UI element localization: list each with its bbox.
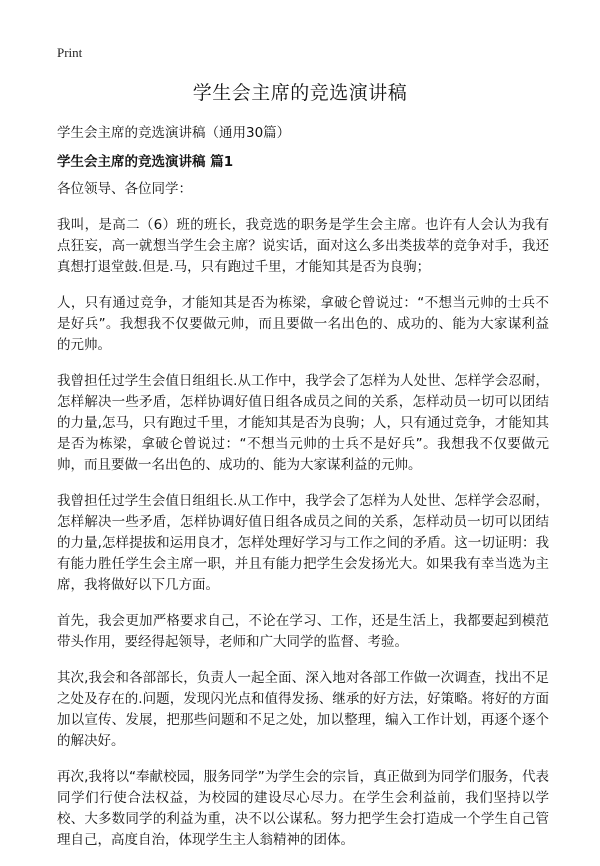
article-body [57, 179, 549, 866]
body-paragraph: 我叫，是高二（6）班的班长，我竞选的职务是学生会主席。也许有人会认为我有点狂妄，高一就想当学生会主席？说实话，面对这么多出类拔萃的竞争对手，我还真想打退堂鼓.但是.马，只有跑过千里，才能知其是否为良驹； [57, 217, 549, 275]
document-subtitle: 学生会主席的竞选演讲稿（通用30篇） [57, 125, 291, 141]
greeting-paragraph: 各位领导、各位同学： [57, 181, 192, 197]
print-link[interactable]: Print [57, 45, 83, 60]
body-paragraph: 首先，我会更加严格要求自己，不论在学习、工作，还是生活上，我都要起到模范带头作用，要经得起领导，老师和广大同学的监督、考验。 [57, 613, 549, 650]
body-paragraph: 再次,我将以“奉献校园，服务同学”为学生会的宗旨，真正做到为同学们服务，代表同学们行使合法权益，为校园的建设尽心尽力。在学生会利益前，我们坚持以学校、大多数同学的利益为重，决不以公谋私。努力把学生会打造成一个学生自己管理自己，高度自治，体现学生主人翁精神的团体。 [57, 769, 549, 848]
page-title: 学生会主席的竞选演讲稿 [192, 82, 408, 104]
body-paragraph: 我曾担任过学生会值日组组长.从工作中，我学会了怎样为人处世、怎样学会忍耐，怎样解决一些矛盾，怎样协调好值日组各成员之间的关系，怎样动员一切可以团结的力量,怎马，只有跑过千里，才能知其是否为良驹；人，只有通过竞争，才能知其是否为栋梁，拿破仑曾说过：“不想当元帅的士兵不是好兵”。我想我不仅要做元帅，而且要做一名出色的、成功的、能为大家谋利益的元帅。 [57, 373, 549, 473]
body-paragraph: 人，只有通过竞争，才能知其是否为栋梁，拿破仑曾说过：“不想当元帅的士兵不是好兵”。我想我不仅要做元帅，而且要做一名出色的、成功的、能为大家谋利益的元帅。 [57, 295, 549, 353]
section-heading: 学生会主席的竞选演讲稿 篇1 [57, 154, 234, 170]
body-paragraph: 我曾担任过学生会值日组组长.从工作中，我学会了怎样为人处世、怎样学会忍耐，怎样解决一些矛盾，怎样协调好值日组各成员之间的关系，怎样动员一切可以团结的力量,怎样提拔和运用良才，怎样处理好学习与工作之间的矛盾。这一切证明：我有能力胜任学生会主席一职，并且有能力把学生会发扬光大。如果我有幸当选为主席，我将做好以下几方面。 [57, 493, 549, 593]
body-paragraph: 其次,我会和各部部长，负责人一起全面、深入地对各部工作做一次调查，找出不足之处及存在的.问题，发现闪光点和值得发扬、继承的好方法，好策略。将好的方面加以宣传、发展，把那些问题和不足之处，加以整理，编入工作计划，再逐个逐个的解决好。 [57, 670, 549, 749]
